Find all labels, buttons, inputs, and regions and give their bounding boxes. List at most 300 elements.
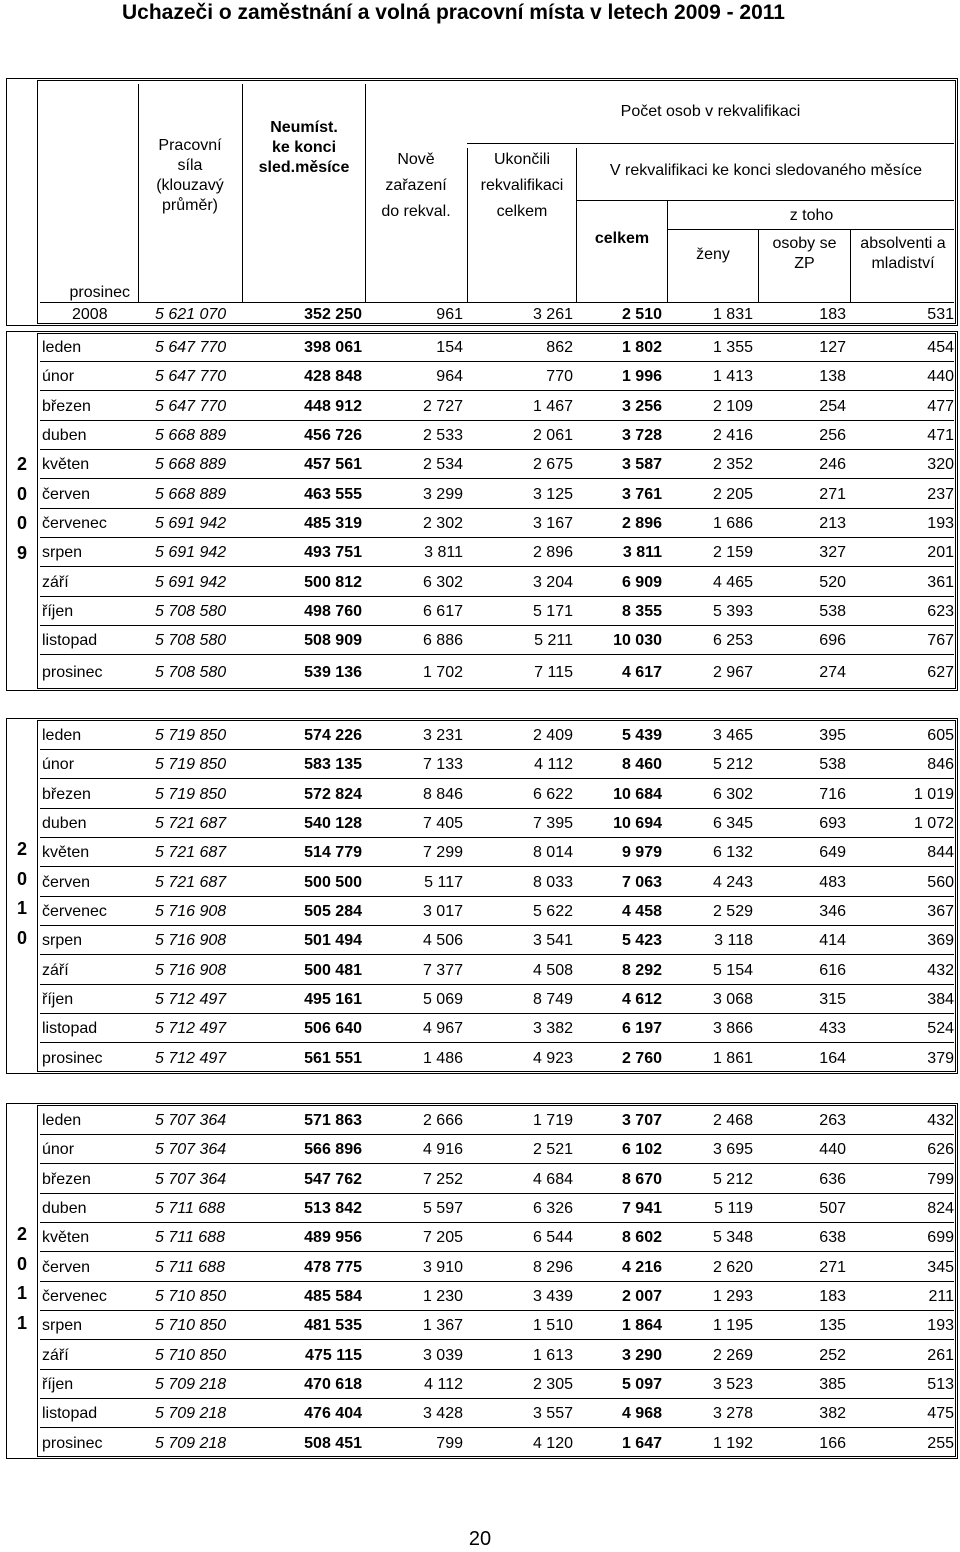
table-cell: 514 779: [304, 844, 362, 862]
table-cell: 213: [819, 514, 846, 532]
table-cell: 384: [927, 990, 954, 1008]
table-cell: 3 439: [532, 1287, 573, 1305]
table-cell: 1 192: [712, 1434, 753, 1452]
table-cell: 964: [436, 368, 463, 386]
table-row: [0, 1135, 960, 1164]
table-cell: 2 727: [422, 397, 463, 415]
table-cell: 2 409: [532, 727, 573, 744]
table-row: [0, 626, 960, 655]
table-cell: 5 708 580: [155, 632, 227, 650]
header-pocet-osob: Počet osob v rekvalifikaci: [620, 103, 801, 120]
table-cell: 3 761: [621, 485, 662, 503]
year-label: 2 0 1 1: [16, 1224, 27, 1333]
table-cell: 520: [819, 573, 846, 591]
month-label: únor: [42, 1141, 75, 1159]
year-label: 2 0 1 0: [16, 839, 27, 948]
table-cell: 271: [819, 1258, 846, 1276]
table-cell: 8 670: [621, 1170, 662, 1188]
table-cell: 7 133: [422, 756, 463, 774]
table-cell: 5 439: [621, 727, 662, 744]
table-cell: 5 719 850: [155, 727, 227, 744]
table-cell: 471: [927, 426, 954, 444]
table-cell: 470 618: [304, 1375, 362, 1393]
table-cell: 538: [819, 602, 846, 620]
table-cell: 5 597: [422, 1199, 463, 1217]
table-cell: 1 367: [422, 1317, 463, 1335]
table-cell: 5 711 688: [155, 1229, 225, 1247]
table-cell: 3 167: [532, 514, 573, 532]
table-row: [0, 1044, 960, 1073]
table-cell: 5 119: [714, 1199, 753, 1217]
table-row: [0, 568, 960, 597]
month-label: leden: [42, 727, 82, 744]
row-divider: [40, 654, 954, 655]
table-cell: 6 102: [621, 1141, 662, 1159]
table-cell: 1 467: [532, 397, 573, 415]
table-cell: 237: [927, 485, 954, 503]
table-cell: 7 115: [534, 663, 573, 681]
table-row: [0, 597, 960, 626]
table-cell: 7 941: [621, 1199, 662, 1217]
table-cell: 379: [927, 1049, 954, 1067]
table-cell: 572 824: [304, 785, 362, 803]
table-row: [0, 956, 960, 985]
table-cell: 5 721 687: [155, 844, 227, 862]
month-label: červen: [42, 873, 91, 891]
table-cell: 6 909: [621, 573, 662, 591]
table-cell: 5 348: [712, 1229, 753, 1247]
table-cell: 1 802: [621, 339, 662, 356]
table-cell: 5 716 908: [155, 932, 227, 950]
table-cell: 2 534: [422, 456, 463, 474]
table-cell: 271: [819, 485, 846, 503]
table-row: [0, 1165, 960, 1194]
table-cell: 440: [927, 368, 954, 386]
table-cell: 524: [927, 1020, 954, 1038]
table-cell: 7 205: [422, 1229, 463, 1247]
table-cell: 5 117: [424, 873, 463, 891]
month-label: červenec: [42, 1287, 107, 1305]
table-cell: 315: [819, 990, 846, 1008]
month-label: listopad: [42, 1405, 98, 1423]
month-label: únor: [42, 756, 75, 774]
table-cell: 3 811: [424, 544, 463, 562]
month-label: listopad: [42, 632, 98, 650]
table-cell: 7 299: [422, 844, 463, 862]
table-cell: 3 557: [532, 1405, 573, 1423]
table-cell: 5 691 942: [155, 573, 227, 591]
table-cell: 1 195: [712, 1317, 753, 1335]
table-row: [0, 538, 960, 567]
table-row: [0, 1282, 960, 1311]
table-cell: 623: [927, 602, 954, 620]
table-cell: 3 299: [422, 485, 463, 503]
table-cell: 476 404: [304, 1405, 362, 1423]
table-cell: 4 120: [532, 1434, 573, 1452]
table-cell: 3 118: [714, 932, 753, 950]
table-cell: 345: [927, 1258, 954, 1276]
table-cell: 513 842: [304, 1199, 362, 1217]
table-cell: 166: [819, 1434, 846, 1452]
year-label: 2 0 0 9: [16, 454, 27, 563]
table-cell: 193: [927, 514, 954, 532]
table-cell: 385: [819, 1375, 846, 1393]
table-cell: 4 684: [532, 1170, 573, 1188]
table-cell: 463 555: [304, 485, 362, 503]
table-cell: 6 253: [712, 632, 753, 650]
table-cell: 5 708 580: [155, 602, 227, 620]
table-cell: 1 230: [422, 1287, 463, 1305]
table-cell: 489 956: [304, 1229, 362, 1247]
table-cell: 500 481: [304, 961, 362, 979]
table-cell: 6 302: [422, 573, 463, 591]
table-cell: 1 486: [422, 1049, 463, 1067]
table-cell: 4 617: [621, 663, 662, 681]
month-label: březen: [42, 785, 91, 803]
table-cell: 3 541: [532, 932, 573, 950]
table-cell: 454: [927, 339, 954, 356]
table-cell: 274: [819, 663, 846, 681]
table-cell: 2 666: [422, 1112, 463, 1129]
table-row: [0, 750, 960, 779]
table-cell: 540 128: [304, 814, 362, 832]
table-cell: 2 521: [532, 1141, 573, 1159]
table-cell: 3 039: [422, 1346, 463, 1364]
table-cell: 8 460: [621, 756, 662, 774]
table-cell: 4 465: [712, 573, 753, 591]
table-cell: 507: [819, 1199, 846, 1217]
table-cell: 6 302: [712, 785, 753, 803]
month-label: únor: [42, 368, 75, 386]
table-cell: 1 861: [712, 1049, 753, 1067]
table-cell: 539 136: [304, 663, 362, 681]
month-label: duben: [42, 814, 87, 832]
month-label: květen: [42, 844, 90, 862]
table-cell: 432: [927, 1112, 954, 1129]
table-cell: 5 721 687: [155, 873, 227, 891]
table-cell: 6 132: [712, 844, 753, 862]
table-row-prosinec-2008: 2008 5 621 070 352 250 961 3 261 2 510 1 831 183 531: [72, 306, 954, 323]
table-cell: 693: [819, 814, 846, 832]
table-cell: 428 848: [304, 368, 362, 386]
table-cell: 538: [819, 756, 846, 774]
table-cell: 164: [819, 1049, 846, 1067]
table-cell: 5 154: [712, 961, 753, 979]
table-row: [0, 838, 960, 867]
table-cell: 5 712 497: [155, 990, 227, 1008]
table-cell: 1 072: [913, 814, 954, 832]
table-cell: 1 510: [532, 1317, 573, 1335]
table-cell: 3 125: [532, 485, 573, 503]
table-cell: 5 712 497: [155, 1049, 227, 1067]
table-cell: 5 069: [422, 990, 463, 1008]
table-cell: 508 909: [304, 632, 362, 650]
table-cell: 5 711 688: [155, 1258, 225, 1276]
table-cell: 571 863: [304, 1112, 362, 1129]
table-cell: 5 707 364: [155, 1112, 227, 1129]
table-cell: 506 640: [304, 1020, 362, 1038]
table-row: [0, 1223, 960, 1252]
table-cell: 475: [927, 1405, 954, 1423]
table-cell: 4 508: [532, 961, 573, 979]
table-cell: 10 694: [613, 814, 662, 832]
month-label: červenec: [42, 514, 107, 532]
table-cell: 483: [819, 873, 846, 891]
table-cell: 6 345: [712, 814, 753, 832]
table-cell: 127: [819, 339, 846, 356]
table-cell: 2 533: [422, 426, 463, 444]
table-cell: 1 355: [712, 339, 753, 356]
table-cell: 8 602: [621, 1229, 662, 1247]
table-cell: 4 458: [621, 902, 662, 920]
table-cell: 508 451: [304, 1434, 362, 1452]
table-cell: 824: [927, 1199, 954, 1217]
table-cell: 716: [819, 785, 846, 803]
table-cell: 862: [546, 339, 573, 356]
table-cell: 505 284: [304, 902, 362, 920]
header-nove-zarazeni: Nově zařazení do rekval.: [381, 151, 451, 220]
table-row: [0, 1341, 960, 1370]
table-cell: 799: [927, 1170, 954, 1188]
table-cell: 2 529: [712, 902, 753, 920]
table-cell: 2 967: [712, 663, 753, 681]
table-cell: 2 416: [712, 426, 753, 444]
table-cell: 327: [819, 544, 846, 562]
month-label: říjen: [42, 602, 74, 620]
table-cell: 4 112: [534, 756, 573, 774]
table-cell: 414: [819, 932, 846, 950]
table-row: [0, 480, 960, 509]
header-absolventi: absolventi a mladiství: [860, 235, 946, 272]
table-cell: 3 428: [422, 1405, 463, 1423]
table-cell: 4 923: [532, 1049, 573, 1067]
table-cell: 320: [927, 456, 954, 474]
table-cell: 448 912: [304, 397, 362, 415]
table-cell: 649: [819, 844, 846, 862]
table-cell: 5 668 889: [155, 426, 227, 444]
table-cell: 485 584: [304, 1287, 362, 1305]
table-cell: 261: [927, 1346, 954, 1364]
table-cell: 263: [819, 1112, 846, 1129]
month-label: leden: [42, 339, 82, 356]
table-cell: 3 204: [532, 573, 573, 591]
table-cell: 433: [819, 1020, 846, 1038]
table-cell: 5 716 908: [155, 902, 227, 920]
table-cell: 201: [927, 544, 954, 562]
table-cell: 395: [819, 727, 846, 744]
table-cell: 3 256: [621, 397, 662, 415]
table-row: [0, 868, 960, 897]
table-cell: 3 587: [621, 456, 662, 474]
table-cell: 5 712 497: [155, 1020, 227, 1038]
month-label: září: [42, 1346, 69, 1364]
table-cell: 846: [927, 756, 954, 774]
table-cell: 2 896: [621, 514, 662, 532]
table-cell: 566 896: [304, 1141, 362, 1159]
table-cell: 3 910: [422, 1258, 463, 1276]
table-cell: 2 302: [422, 514, 463, 532]
table-cell: 481 535: [304, 1317, 362, 1335]
table-cell: 3 290: [621, 1346, 662, 1364]
month-label: březen: [42, 397, 91, 415]
table-cell: 626: [927, 1141, 954, 1159]
table-row: [0, 658, 960, 687]
table-cell: 477: [927, 397, 954, 415]
table-cell: 478 775: [304, 1258, 362, 1276]
table-cell: 627: [927, 663, 954, 681]
table-cell: 501 494: [304, 932, 362, 950]
table-cell: 5 647 770: [155, 339, 227, 356]
table-cell: 1 702: [422, 663, 463, 681]
table-cell: 5 721 687: [155, 814, 227, 832]
table-cell: 5 647 770: [155, 368, 227, 386]
table-row: [0, 809, 960, 838]
table-cell: 7 252: [422, 1170, 463, 1188]
table-cell: 583 135: [304, 756, 362, 774]
table-cell: 2 896: [532, 544, 573, 562]
table-cell: 6 886: [422, 632, 463, 650]
header-ukoncili: Ukončili rekvalifikaci celkem: [480, 151, 564, 220]
table-row: [0, 1106, 960, 1135]
table-cell: 252: [819, 1346, 846, 1364]
table-row: [0, 780, 960, 809]
table-cell: 5 212: [712, 756, 753, 774]
table-cell: 8 292: [621, 961, 662, 979]
table-cell: 8 355: [621, 602, 662, 620]
prosinec-2008-label: prosinec: [69, 284, 130, 301]
table-cell: 5 097: [621, 1375, 662, 1393]
table-cell: 456 726: [304, 426, 362, 444]
table-cell: 770: [546, 368, 573, 386]
table-cell: 5 668 889: [155, 485, 227, 503]
table-cell: 5 171: [532, 602, 573, 620]
table-cell: 475 115: [305, 1346, 362, 1364]
table-row: [0, 897, 960, 926]
month-label: prosinec: [42, 1049, 103, 1067]
table-cell: 3 017: [422, 902, 463, 920]
table-cell: 4 243: [712, 873, 753, 891]
table-cell: 254: [819, 397, 846, 415]
table-cell: 616: [819, 961, 846, 979]
table-cell: 4 112: [424, 1375, 463, 1393]
table-cell: 7 405: [422, 814, 463, 832]
table-cell: 6 617: [422, 602, 463, 620]
table-cell: 3 465: [712, 727, 753, 744]
table-row: [0, 1429, 960, 1458]
table-cell: 2 675: [532, 456, 573, 474]
table-cell: 1 686: [712, 514, 753, 532]
table-cell: 6 197: [621, 1020, 662, 1038]
table-row: [0, 1194, 960, 1223]
table-cell: 5 710 850: [155, 1317, 227, 1335]
header-celkem: celkem: [594, 230, 650, 247]
table-cell: 9 979: [621, 844, 662, 862]
table-cell: 3 707: [621, 1112, 662, 1129]
table-cell: 4 506: [422, 932, 463, 950]
table-cell: 432: [927, 961, 954, 979]
table-cell: 5 719 850: [155, 756, 227, 774]
table-cell: 513: [927, 1375, 954, 1393]
table-cell: 1 864: [621, 1317, 662, 1335]
table-cell: 5 709 218: [155, 1405, 227, 1423]
table-cell: 2 109: [712, 397, 753, 415]
table-cell: 5 716 908: [155, 961, 227, 979]
table-cell: 10 684: [613, 785, 662, 803]
table-cell: 211: [928, 1287, 954, 1305]
table-cell: 1 996: [621, 368, 662, 386]
table-cell: 5 393: [712, 602, 753, 620]
table-cell: 3 866: [712, 1020, 753, 1038]
header-zeny: ženy: [696, 246, 730, 263]
table-cell: 5 707 364: [155, 1170, 227, 1188]
table-cell: 183: [819, 1287, 846, 1305]
table-cell: 5 709 218: [155, 1434, 227, 1452]
page-number: 20: [468, 1528, 492, 1550]
table-cell: 5 212: [712, 1170, 753, 1188]
table-cell: 457 561: [304, 456, 362, 474]
table-cell: 3 695: [712, 1141, 753, 1159]
table-cell: 2 305: [532, 1375, 573, 1393]
table-cell: 5 711 688: [155, 1199, 225, 1217]
table-cell: 1 613: [532, 1346, 573, 1364]
table-cell: 10 030: [613, 632, 662, 650]
month-label: listopad: [42, 1020, 98, 1038]
table-cell: 8 846: [422, 785, 463, 803]
table-cell: 7 377: [422, 961, 463, 979]
table-cell: 369: [927, 932, 954, 950]
header-v-rekvalifikaci: V rekvalifikaci ke konci sledovaného měsíce: [609, 162, 923, 179]
table-cell: 3 068: [712, 990, 753, 1008]
table-cell: 8 749: [532, 990, 573, 1008]
table-row: [0, 333, 960, 362]
page-title: Uchazeči o zaměstnání a volná pracovní místa v letech 2009 - 2011: [122, 1, 785, 24]
month-label: srpen: [42, 544, 83, 562]
table-row: [0, 1370, 960, 1399]
table-cell: 5 708 580: [155, 663, 227, 681]
table-row: [0, 1014, 960, 1043]
table-row: [0, 985, 960, 1014]
month-label: prosinec: [42, 663, 103, 681]
table-cell: 2 205: [712, 485, 753, 503]
table-row: [0, 450, 960, 479]
table-cell: 246: [819, 456, 846, 474]
table-cell: 5 647 770: [155, 397, 227, 415]
table-cell: 154: [436, 339, 463, 356]
table-cell: 574 226: [304, 727, 362, 744]
table-cell: 4 916: [422, 1141, 463, 1159]
table-cell: 5 622: [532, 902, 573, 920]
header-z-toho: z toho: [789, 207, 834, 224]
header-pracovni-sila: Pracovní síla (klouzavý průměr): [156, 137, 224, 214]
table-cell: 696: [819, 632, 846, 650]
table-cell: 382: [819, 1405, 846, 1423]
table-row: [0, 1253, 960, 1282]
table-cell: 799: [436, 1434, 463, 1452]
month-label: duben: [42, 426, 87, 444]
table-cell: 2 760: [621, 1049, 662, 1067]
table-cell: 3 231: [422, 727, 463, 744]
table-cell: 495 161: [304, 990, 362, 1008]
table-cell: 5 211: [534, 632, 573, 650]
month-label: srpen: [42, 1317, 83, 1335]
table-cell: 346: [819, 902, 846, 920]
month-label: červenec: [42, 902, 107, 920]
table-cell: 2 007: [621, 1287, 662, 1305]
month-label: říjen: [42, 990, 74, 1008]
table-cell: 8 033: [532, 873, 573, 891]
table-cell: 493 751: [304, 544, 362, 562]
table-cell: 2 159: [712, 544, 753, 562]
